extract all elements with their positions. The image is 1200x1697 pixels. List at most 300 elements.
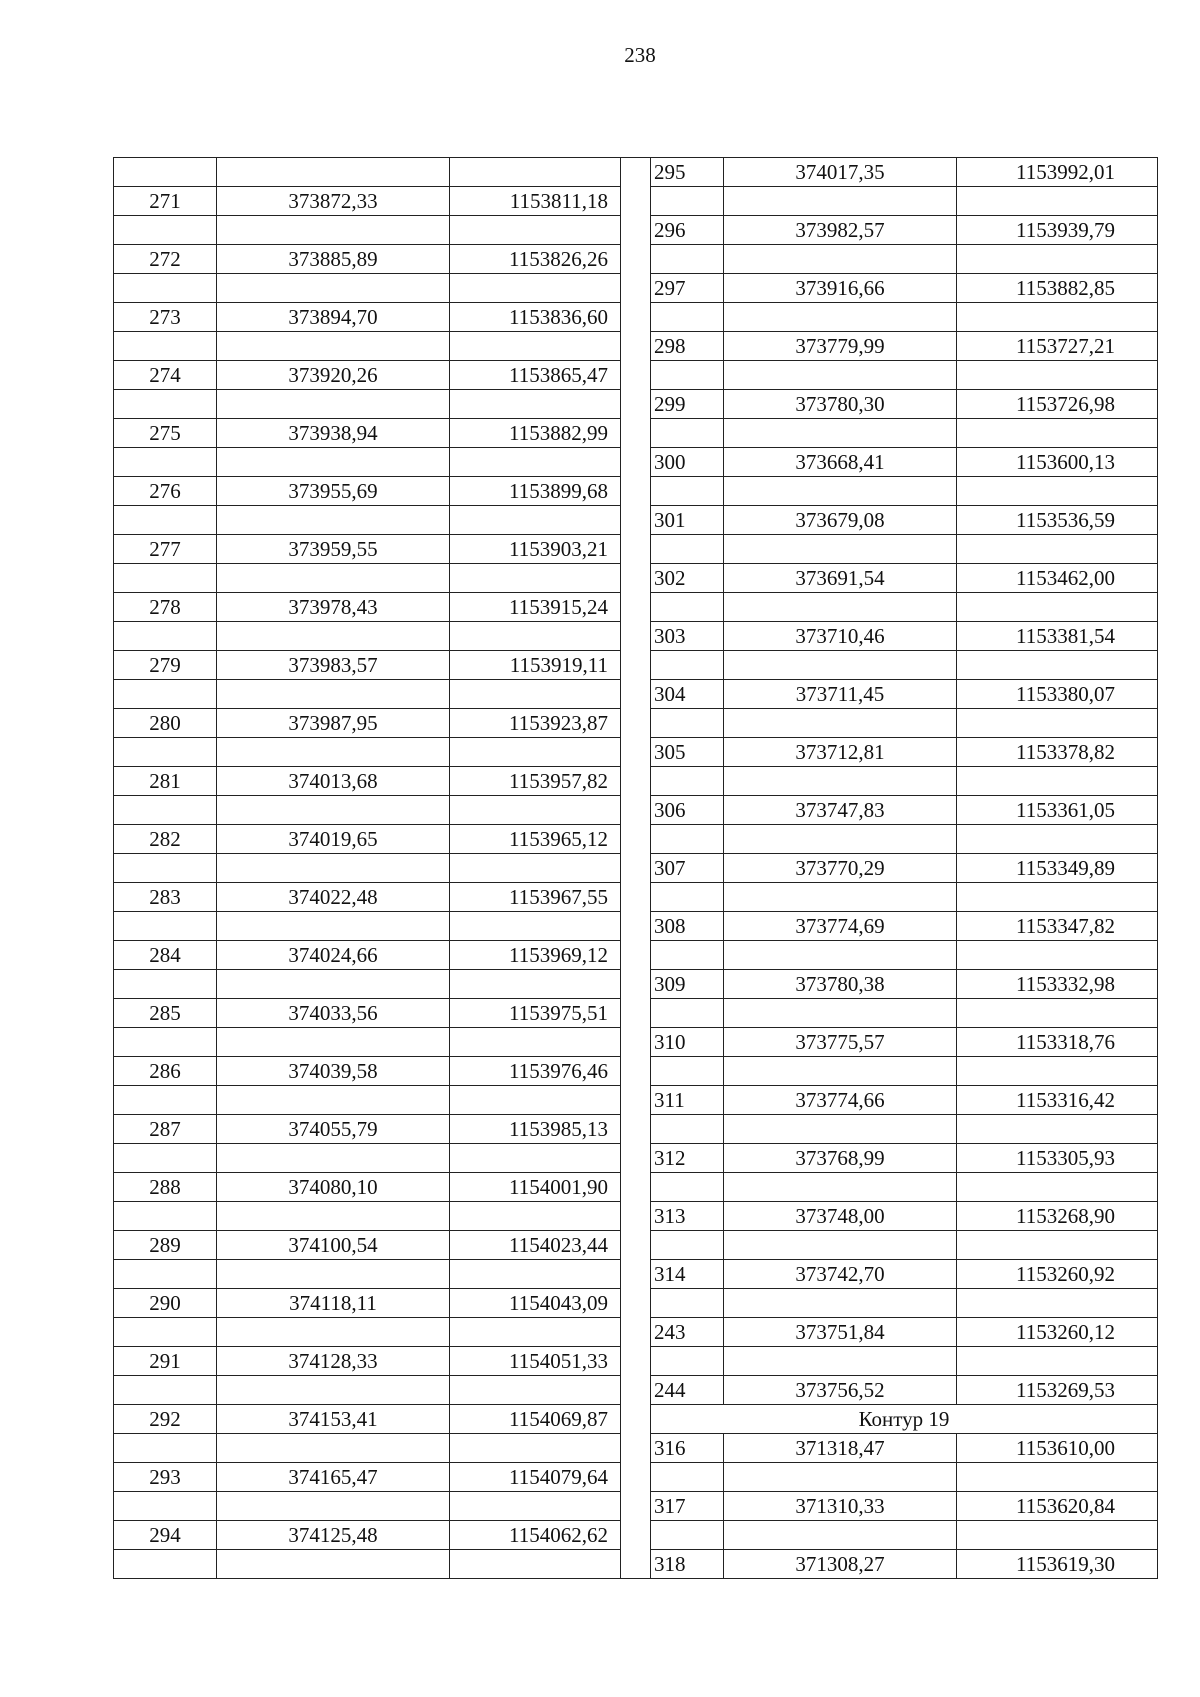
x-coordinate-cell [724, 1115, 957, 1144]
x-coordinate-cell: 374055,79 [217, 1115, 450, 1144]
point-number-cell [114, 1550, 217, 1579]
y-coordinate-cell [957, 1231, 1158, 1260]
point-number-cell [114, 1434, 217, 1463]
y-coordinate-cell: 1153260,92 [957, 1260, 1158, 1289]
point-number-cell: 312 [651, 1144, 724, 1173]
point-number-cell: 288 [114, 1173, 217, 1202]
x-coordinate-cell [217, 390, 450, 419]
table-row [651, 1347, 1158, 1376]
point-number-cell [114, 1376, 217, 1405]
table-row [651, 883, 1158, 912]
x-coordinate-cell: 374125,48 [217, 1521, 450, 1550]
x-coordinate-cell [217, 332, 450, 361]
y-coordinate-cell [957, 883, 1158, 912]
x-coordinate-cell: 373710,46 [724, 622, 957, 651]
point-number-cell: 317 [651, 1492, 724, 1521]
point-number-cell [651, 187, 724, 216]
table-row [651, 680, 1158, 709]
y-coordinate-cell: 1154001,90 [450, 1173, 621, 1202]
x-coordinate-cell: 373756,52 [724, 1376, 957, 1405]
y-coordinate-cell [450, 1318, 621, 1347]
table-row [651, 767, 1158, 796]
y-coordinate-cell: 1153976,46 [450, 1057, 621, 1086]
point-number-cell: 273 [114, 303, 217, 332]
x-coordinate-cell: 373768,99 [724, 1144, 957, 1173]
y-coordinate-cell: 1153727,21 [957, 332, 1158, 361]
point-number-cell: 306 [651, 796, 724, 825]
x-coordinate-cell: 373894,70 [217, 303, 450, 332]
x-coordinate-cell: 374024,66 [217, 941, 450, 970]
y-coordinate-cell [957, 1521, 1158, 1550]
y-coordinate-cell: 1153915,24 [450, 593, 621, 622]
x-coordinate-cell [724, 187, 957, 216]
point-number-cell: 297 [651, 274, 724, 303]
y-coordinate-cell [450, 1028, 621, 1057]
x-coordinate-cell [724, 419, 957, 448]
point-number-cell: 309 [651, 970, 724, 999]
y-coordinate-cell: 1153903,21 [450, 535, 621, 564]
x-coordinate-cell [217, 912, 450, 941]
y-coordinate-cell: 1153923,87 [450, 709, 621, 738]
point-number-cell [114, 448, 217, 477]
point-number-cell [651, 999, 724, 1028]
y-coordinate-cell [957, 1463, 1158, 1492]
table-row [114, 1173, 621, 1202]
point-number-cell: 302 [651, 564, 724, 593]
point-number-cell: 243 [651, 1318, 724, 1347]
y-coordinate-cell: 1153811,18 [450, 187, 621, 216]
y-coordinate-cell: 1154023,44 [450, 1231, 621, 1260]
y-coordinate-cell [957, 1289, 1158, 1318]
y-coordinate-cell [957, 187, 1158, 216]
point-number-cell: 281 [114, 767, 217, 796]
point-number-cell: 301 [651, 506, 724, 535]
x-coordinate-cell: 373938,94 [217, 419, 450, 448]
x-coordinate-cell: 373978,43 [217, 593, 450, 622]
point-number-cell [651, 941, 724, 970]
point-number-cell [651, 883, 724, 912]
table-row [114, 825, 621, 854]
x-coordinate-cell [724, 593, 957, 622]
table-row [114, 1318, 621, 1347]
y-coordinate-cell [450, 796, 621, 825]
x-coordinate-cell [217, 680, 450, 709]
y-coordinate-cell: 1153620,84 [957, 1492, 1158, 1521]
point-number-cell: 310 [651, 1028, 724, 1057]
table-row [114, 941, 621, 970]
point-number-cell: 277 [114, 535, 217, 564]
x-coordinate-cell [217, 1376, 450, 1405]
point-number-cell [651, 651, 724, 680]
y-coordinate-cell: 1153985,13 [450, 1115, 621, 1144]
y-coordinate-cell [450, 1086, 621, 1115]
point-number-cell: 278 [114, 593, 217, 622]
y-coordinate-cell: 1153610,00 [957, 1434, 1158, 1463]
x-coordinate-cell: 373983,57 [217, 651, 450, 680]
table-row [651, 274, 1158, 303]
table-row [651, 1115, 1158, 1144]
table-row [651, 564, 1158, 593]
table-row [114, 158, 621, 187]
x-coordinate-cell: 373780,30 [724, 390, 957, 419]
y-coordinate-cell: 1153260,12 [957, 1318, 1158, 1347]
table-row [651, 419, 1158, 448]
x-coordinate-cell [724, 1347, 957, 1376]
y-coordinate-cell [957, 535, 1158, 564]
x-coordinate-cell [724, 941, 957, 970]
x-coordinate-cell [217, 1202, 450, 1231]
point-number-cell [651, 1173, 724, 1202]
point-number-cell [114, 564, 217, 593]
x-coordinate-cell [217, 622, 450, 651]
y-coordinate-cell: 1153826,26 [450, 245, 621, 274]
table-row [651, 303, 1158, 332]
y-coordinate-cell [450, 1144, 621, 1173]
point-number-cell [114, 1260, 217, 1289]
y-coordinate-cell: 1154051,33 [450, 1347, 621, 1376]
y-coordinate-cell: 1153619,30 [957, 1550, 1158, 1579]
y-coordinate-cell [957, 767, 1158, 796]
y-coordinate-cell: 1153939,79 [957, 216, 1158, 245]
point-number-cell: 308 [651, 912, 724, 941]
x-coordinate-cell: 373987,95 [217, 709, 450, 738]
table-row [114, 216, 621, 245]
y-coordinate-cell: 1153378,82 [957, 738, 1158, 767]
x-coordinate-cell: 373748,00 [724, 1202, 957, 1231]
y-coordinate-cell: 1153316,42 [957, 1086, 1158, 1115]
table-row [651, 1202, 1158, 1231]
point-number-cell: 282 [114, 825, 217, 854]
point-number-cell [114, 1144, 217, 1173]
table-row [651, 216, 1158, 245]
x-coordinate-cell: 374033,56 [217, 999, 450, 1028]
x-coordinate-cell [724, 825, 957, 854]
point-number-cell [651, 593, 724, 622]
x-coordinate-cell: 374039,58 [217, 1057, 450, 1086]
y-coordinate-cell [957, 1057, 1158, 1086]
x-coordinate-cell [217, 448, 450, 477]
table-row [651, 796, 1158, 825]
point-number-cell [651, 245, 724, 274]
table-row [651, 535, 1158, 564]
x-coordinate-cell: 374153,41 [217, 1405, 450, 1434]
table-row [651, 1492, 1158, 1521]
x-coordinate-cell: 374118,11 [217, 1289, 450, 1318]
point-number-cell [114, 1318, 217, 1347]
y-coordinate-cell: 1153967,55 [450, 883, 621, 912]
table-row [114, 1115, 621, 1144]
x-coordinate-cell: 373872,33 [217, 187, 450, 216]
x-coordinate-cell: 373751,84 [724, 1318, 957, 1347]
point-number-cell [114, 738, 217, 767]
point-number-cell [651, 1289, 724, 1318]
table-row [114, 622, 621, 651]
x-coordinate-cell [217, 158, 450, 187]
y-coordinate-cell: 1154069,87 [450, 1405, 621, 1434]
point-number-cell [651, 477, 724, 506]
table-row [651, 1173, 1158, 1202]
x-coordinate-cell [724, 361, 957, 390]
point-number-cell [651, 1463, 724, 1492]
y-coordinate-cell: 1153965,12 [450, 825, 621, 854]
point-number-cell [114, 912, 217, 941]
y-coordinate-cell: 1153992,01 [957, 158, 1158, 187]
table-row [651, 1260, 1158, 1289]
x-coordinate-cell [724, 1289, 957, 1318]
x-coordinate-cell [217, 1028, 450, 1057]
point-number-cell: 289 [114, 1231, 217, 1260]
point-number-cell [114, 216, 217, 245]
point-number-cell: 287 [114, 1115, 217, 1144]
table-row [114, 912, 621, 941]
point-number-cell [114, 332, 217, 361]
x-coordinate-cell [217, 970, 450, 999]
table-row [651, 1289, 1158, 1318]
table-row [651, 825, 1158, 854]
table-row [114, 1376, 621, 1405]
point-number-cell [651, 535, 724, 564]
table-row [114, 1492, 621, 1521]
table-row [114, 1028, 621, 1057]
table-row [114, 187, 621, 216]
y-coordinate-cell: 1153462,00 [957, 564, 1158, 593]
table-row [114, 738, 621, 767]
x-coordinate-cell [217, 1144, 450, 1173]
table-row [651, 1521, 1158, 1550]
x-coordinate-cell: 373779,99 [724, 332, 957, 361]
x-coordinate-cell: 374017,35 [724, 158, 957, 187]
x-coordinate-cell [217, 564, 450, 593]
y-coordinate-cell: 1153969,12 [450, 941, 621, 970]
x-coordinate-cell [217, 216, 450, 245]
table-row [114, 1347, 621, 1376]
table-row [651, 245, 1158, 274]
y-coordinate-cell: 1153975,51 [450, 999, 621, 1028]
y-coordinate-cell [450, 1550, 621, 1579]
x-coordinate-cell: 373668,41 [724, 448, 957, 477]
x-coordinate-cell [724, 477, 957, 506]
y-coordinate-cell: 1153919,11 [450, 651, 621, 680]
y-coordinate-cell: 1153268,90 [957, 1202, 1158, 1231]
table-row [651, 1144, 1158, 1173]
y-coordinate-cell [450, 1376, 621, 1405]
y-coordinate-cell [957, 1347, 1158, 1376]
y-coordinate-cell [450, 506, 621, 535]
y-coordinate-cell: 1153865,47 [450, 361, 621, 390]
table-row [114, 506, 621, 535]
y-coordinate-cell [957, 1173, 1158, 1202]
contour-label: Контур 19 [651, 1405, 1158, 1434]
y-coordinate-cell: 1153899,68 [450, 477, 621, 506]
point-number-cell [114, 622, 217, 651]
point-number-cell [114, 158, 217, 187]
point-number-cell [114, 970, 217, 999]
table-row [114, 1463, 621, 1492]
point-number-cell: 298 [651, 332, 724, 361]
y-coordinate-cell: 1154043,09 [450, 1289, 621, 1318]
y-coordinate-cell [957, 709, 1158, 738]
y-coordinate-cell: 1154079,64 [450, 1463, 621, 1492]
point-number-cell: 318 [651, 1550, 724, 1579]
point-number-cell [114, 1028, 217, 1057]
y-coordinate-cell: 1153347,82 [957, 912, 1158, 941]
table-row [114, 1202, 621, 1231]
x-coordinate-cell [724, 883, 957, 912]
table-row [114, 564, 621, 593]
point-number-cell: 316 [651, 1434, 724, 1463]
x-coordinate-cell: 373774,69 [724, 912, 957, 941]
x-coordinate-cell: 373774,66 [724, 1086, 957, 1115]
point-number-cell: 291 [114, 1347, 217, 1376]
point-number-cell [114, 796, 217, 825]
table-row [114, 1260, 621, 1289]
x-coordinate-cell: 374013,68 [217, 767, 450, 796]
y-coordinate-cell: 1153882,85 [957, 274, 1158, 303]
x-coordinate-cell: 374100,54 [217, 1231, 450, 1260]
table-row [651, 1057, 1158, 1086]
x-coordinate-cell: 373770,29 [724, 854, 957, 883]
y-coordinate-cell [957, 477, 1158, 506]
x-coordinate-cell: 373955,69 [217, 477, 450, 506]
point-number-cell: 294 [114, 1521, 217, 1550]
table-row [651, 941, 1158, 970]
point-number-cell [651, 1115, 724, 1144]
y-coordinate-cell: 1153381,54 [957, 622, 1158, 651]
table-row [114, 1057, 621, 1086]
table-row [114, 999, 621, 1028]
x-coordinate-cell: 373920,26 [217, 361, 450, 390]
point-number-cell [114, 854, 217, 883]
x-coordinate-cell [217, 506, 450, 535]
table-row [651, 448, 1158, 477]
table-row [114, 448, 621, 477]
x-coordinate-cell: 371310,33 [724, 1492, 957, 1521]
y-coordinate-cell: 1153380,07 [957, 680, 1158, 709]
x-coordinate-cell: 373982,57 [724, 216, 957, 245]
table-row [114, 1289, 621, 1318]
y-coordinate-cell [957, 1115, 1158, 1144]
x-coordinate-cell [217, 1260, 450, 1289]
table-row [651, 970, 1158, 999]
x-coordinate-cell: 373916,66 [724, 274, 957, 303]
table-row [651, 332, 1158, 361]
table-row [651, 1376, 1158, 1405]
table-row [114, 854, 621, 883]
x-coordinate-cell: 374022,48 [217, 883, 450, 912]
y-coordinate-cell [450, 680, 621, 709]
point-number-cell: 307 [651, 854, 724, 883]
y-coordinate-cell: 1153269,53 [957, 1376, 1158, 1405]
x-coordinate-cell [724, 303, 957, 332]
table-row [651, 1550, 1158, 1579]
y-coordinate-cell: 1153332,98 [957, 970, 1158, 999]
x-coordinate-cell [724, 999, 957, 1028]
point-number-cell: 276 [114, 477, 217, 506]
point-number-cell [114, 390, 217, 419]
y-coordinate-cell [450, 1434, 621, 1463]
table-row [651, 506, 1158, 535]
x-coordinate-cell [724, 1521, 957, 1550]
point-number-cell: 275 [114, 419, 217, 448]
table-row [114, 1144, 621, 1173]
table-row [651, 1434, 1158, 1463]
x-coordinate-cell [217, 854, 450, 883]
table-row [651, 738, 1158, 767]
point-number-cell: 274 [114, 361, 217, 390]
x-coordinate-cell: 374080,10 [217, 1173, 450, 1202]
y-coordinate-cell [957, 593, 1158, 622]
y-coordinate-cell [450, 274, 621, 303]
point-number-cell [651, 1521, 724, 1550]
x-coordinate-cell [724, 1057, 957, 1086]
point-number-cell: 296 [651, 216, 724, 245]
x-coordinate-cell [724, 245, 957, 274]
y-coordinate-cell [450, 564, 621, 593]
table-row [651, 622, 1158, 651]
x-coordinate-cell [724, 535, 957, 564]
y-coordinate-cell [957, 245, 1158, 274]
table-row [651, 1231, 1158, 1260]
point-number-cell [114, 1202, 217, 1231]
point-number-cell [651, 709, 724, 738]
y-coordinate-cell [450, 1202, 621, 1231]
table-row [651, 709, 1158, 738]
point-number-cell: 285 [114, 999, 217, 1028]
x-coordinate-cell [217, 1550, 450, 1579]
point-number-cell [651, 1347, 724, 1376]
table-row [114, 303, 621, 332]
x-coordinate-cell [724, 709, 957, 738]
x-coordinate-cell [217, 1492, 450, 1521]
y-coordinate-cell [450, 1492, 621, 1521]
table-row [651, 854, 1158, 883]
table-row [651, 651, 1158, 680]
point-number-cell [114, 274, 217, 303]
point-number-cell: 272 [114, 245, 217, 274]
y-coordinate-cell: 1153600,13 [957, 448, 1158, 477]
table-row [114, 1086, 621, 1115]
table-row [651, 1028, 1158, 1057]
y-coordinate-cell [450, 622, 621, 651]
point-number-cell: 284 [114, 941, 217, 970]
x-coordinate-cell [217, 796, 450, 825]
x-coordinate-cell: 374128,33 [217, 1347, 450, 1376]
y-coordinate-cell [450, 216, 621, 245]
point-number-cell [114, 506, 217, 535]
point-number-cell: 300 [651, 448, 724, 477]
point-number-cell [651, 303, 724, 332]
x-coordinate-cell: 373780,38 [724, 970, 957, 999]
table-row [651, 158, 1158, 187]
point-number-cell: 244 [651, 1376, 724, 1405]
point-number-cell [651, 825, 724, 854]
x-coordinate-cell: 373691,54 [724, 564, 957, 593]
y-coordinate-cell [450, 332, 621, 361]
x-coordinate-cell [217, 738, 450, 767]
point-number-cell [651, 361, 724, 390]
y-coordinate-cell: 1153726,98 [957, 390, 1158, 419]
y-coordinate-cell: 1154062,62 [450, 1521, 621, 1550]
table-row [651, 1086, 1158, 1115]
table-row [651, 361, 1158, 390]
coordinates-sheet [113, 157, 1158, 1579]
point-number-cell [651, 1231, 724, 1260]
point-number-cell: 279 [114, 651, 217, 680]
y-coordinate-cell: 1153836,60 [450, 303, 621, 332]
table-row [114, 1405, 621, 1434]
y-coordinate-cell [957, 999, 1158, 1028]
y-coordinate-cell [450, 1260, 621, 1289]
